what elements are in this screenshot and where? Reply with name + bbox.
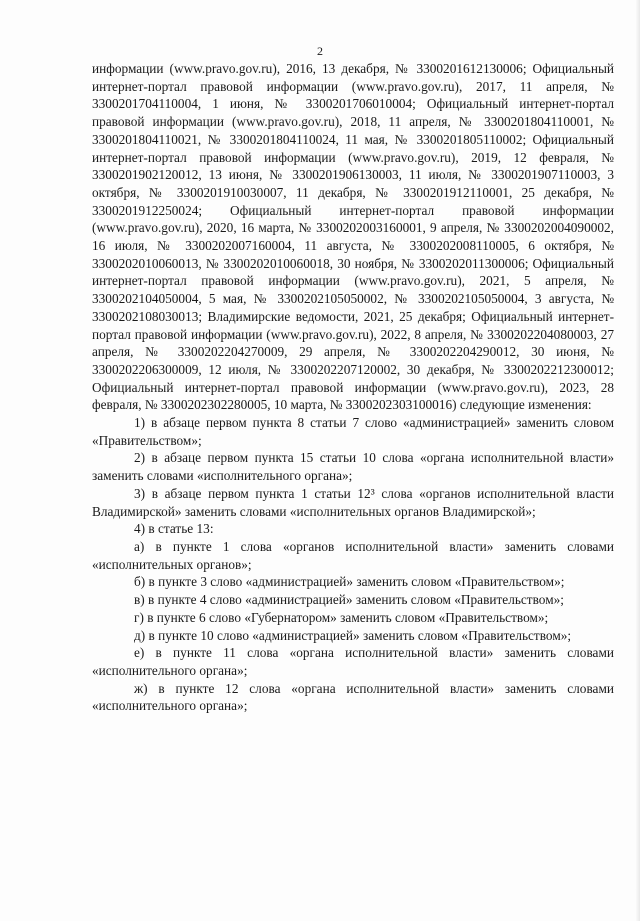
paragraph-subitem-zh: ж) в пункте 12 слова «органа исполнительной власти» заменить словами «исполнительного органа»; (92, 680, 614, 714)
paragraph-subitem-g: г) в пункте 6 слово «Губернатором» заменить словом «Правительством»; (134, 609, 549, 625)
paragraph-item-1: 1) в абзаце первом пункта 8 статьи 7 слово «администрацией» заменить словом «Правительством»; (92, 415, 614, 448)
paragraph-item-3: 3) в абзаце первом пункта 1 статьи 12³ слова «органов исполнительной власти Владимирской» заменить словами «исполнительных органов Владимирской»; (92, 485, 614, 519)
paragraph-item-2: 2) в абзаце первом пункта 15 статьи 10 слова «органа исполнительной власти» заменить словами «исполнительного органа»; (92, 450, 614, 484)
paragraph-subitem-b: б) в пункте 3 слово «администрацией» заменить словом «Правительством»; (134, 574, 565, 590)
paragraph-item-4: 4) в статье 13: (134, 521, 214, 537)
paragraph-subitem-d: д) в пункте 10 слово «администрацией» заменить словом «Правительством»; (134, 627, 572, 643)
scan-edge-shadow (635, 0, 640, 921)
paragraph-subitem-v: в) в пункте 4 слово «администрацией» заменить словом «Правительством»; (134, 592, 564, 608)
paragraph-sources: информации (www.pravo.gov.ru), 2016, 13 декабря, № 3300201612130006; Официальный интернет-портал правовой информации (www.pravo.gov.ru), 2017, 11 апреля, № 3300201704110004, 1 июня, № 3300201706010004; Официальный интернет-портал правовой информации (www.pravo.gov.ru), 2018, 11 апреля, № 3300201804110001, № 3300201804110021, № 3300201804110024, 11 мая, № 3300201805110002; Официальный интернет-портал правовой информации (www.pravo.gov.ru), 2019, 12 февраля, № 3300201902120012, 13 июня, № 3300201906130003, 11 июля, № 3300201907110003, 3 октября, № 3300201910030007, 11 декабря, № 3300201912110001, 25 декабря, № 3300201912250024; Официальный интернет-портал правовой информации (www.pravo.gov.ru), 2020, 16 марта, № 3300202003160001, 9 апреля, № 3300202004090002, 16 июля, № 3300202007160004, 11 августа, № 3300202008110005, 6 октября, № 3300202010060013, № 3300202010060018, 30 ноября, № 3300202011300006; Официальный интернет-портал правовой информации (www.pravo.gov.ru), 2021, 5 апреля, № 3300202104050004, 5 мая, № 3300202105050002, № 3300202105050004, 3 августа, № 3300202108030013; Владимирские ведомости, 2021, 25 декабря; Официальный интернет-портал правовой информации (www.pravo.gov.ru), 2022, 8 апреля, № 3300202204080003, 27 апреля, № 3300202204270009, 29 апреля, № 3300202204290012, 30 июня, № 3300202206300009, 12 июля, № 3300202207120002, 30 декабря, № 3300202212300012; Официальный интернет-портал правовой информации (www.pravo.gov.ru), 2023, 28 февраля, № 3300202302280005, 10 марта, № 3300202303100016) следующие изменения: (92, 61, 614, 413)
paragraph-subitem-a: а) в пункте 1 слова «органов исполнительной власти» заменить словами «исполнительных органов»; (92, 538, 614, 572)
document-body (92, 60, 614, 715)
paragraph-subitem-e: е) в пункте 11 слова «органа исполнительной власти» заменить словами «исполнительного органа»; (92, 645, 614, 678)
page-number: 2 (317, 44, 323, 58)
